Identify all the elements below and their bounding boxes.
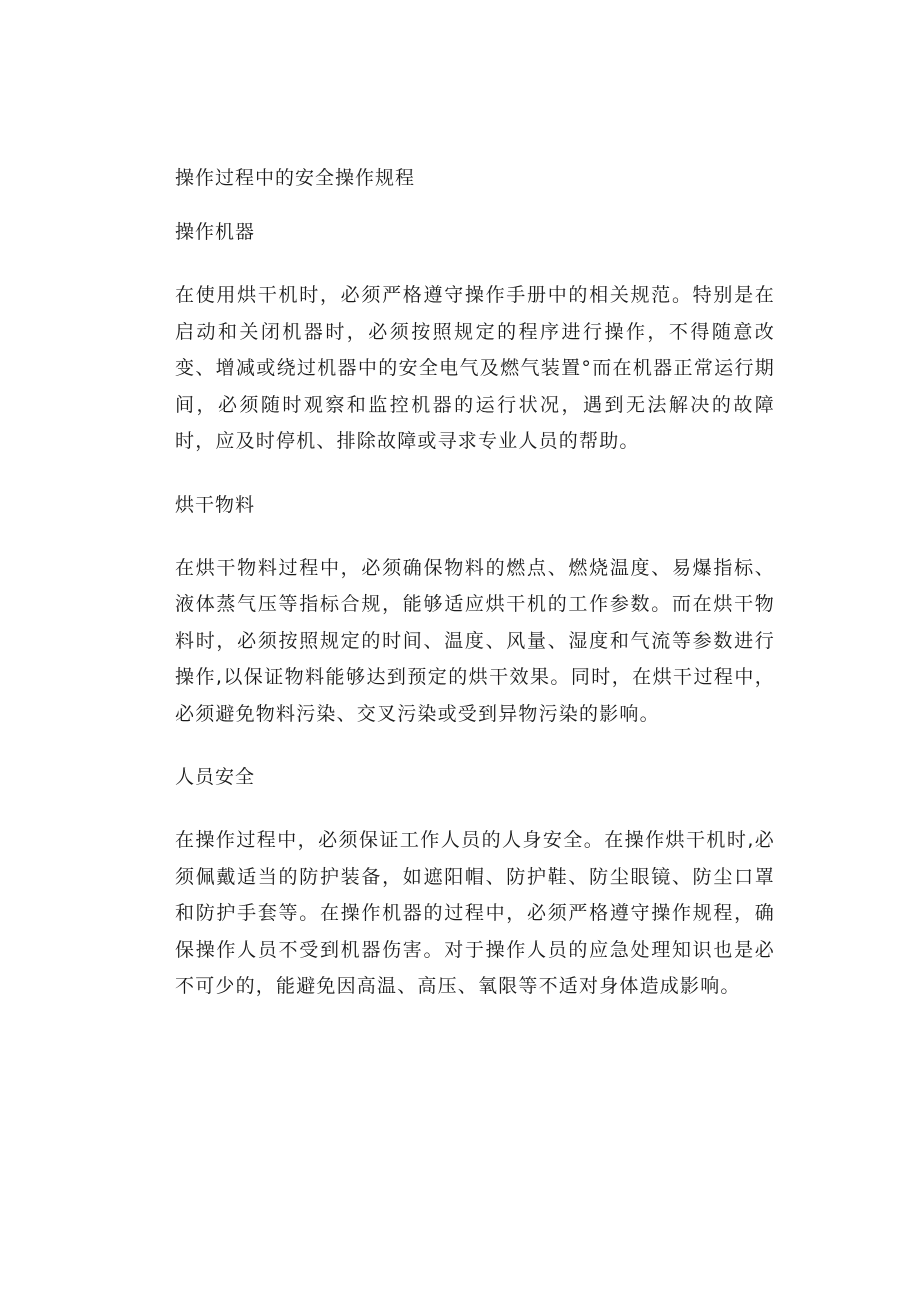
section-paragraph-operate-machine: 在使用烘干机时，必须严格遵守操作手册中的相关规范。特别是在启动和关闭机器时，必须按照规定的程序进行操作，不得随意改变、增减或绕过机器中的安全电气及燃气装置°而在机器正常运行期间，必须随时观察和监控机器的运行状况，遇到无法解决的故障时，应及时停机、排除故障或寻求专业人员的帮助。 (175, 284, 775, 452)
document-body (175, 161, 775, 1033)
section-heading-personnel-safety: 人员安全 (175, 766, 256, 788)
section-heading-dry-materials: 烘干物料 (175, 493, 256, 516)
section-heading-operate-machine: 操作机器 (175, 221, 256, 243)
section-paragraph-personnel-safety: 在操作过程中，必须保证工作人员的人身安全。在操作烘干机时,必须佩戴适当的防护装备，如遮阳帽、防护鞋、防尘眼镜、防尘口罩和防护手套等。在操作机器的过程中，必须严格遵守操作规程，确保操作人员不受到机器伤害。对于操作人员的应急处理知识也是必不可少的，能避免因高温、高压、氧限等不适对身体造成影响。 (175, 829, 775, 997)
section-paragraph-dry-materials: 在烘干物料过程中，必须确保物料的燃点、燃烧温度、易爆指标、液体蒸气压等指标合规，能够适应烘干机的工作参数。而在烘干物料时，必须按照规定的时间、温度、风量、湿度和气流等参数进行操作,以保证物料能够达到预定的烘干效果。同时，在烘干过程中，必须避免物料污染、交叉污染或受到异物污染的影响。 (175, 556, 775, 725)
document-title: 操作过程中的安全操作规程 (175, 167, 416, 189)
